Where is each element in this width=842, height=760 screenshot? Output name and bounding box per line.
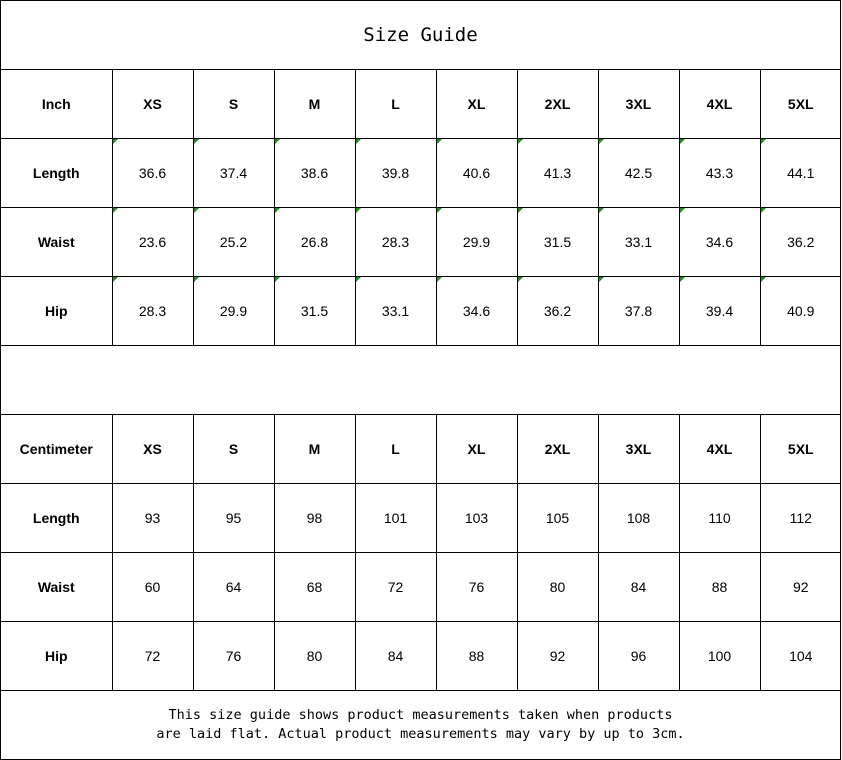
- measurement-value: 80: [306, 648, 323, 664]
- measurement-value: 80: [549, 579, 566, 595]
- measurement-value: 96: [630, 648, 647, 664]
- measurement-cell: [274, 553, 355, 622]
- cell-marker: [356, 208, 361, 213]
- measurement-cell: [193, 139, 274, 208]
- measurement-cell: [598, 139, 679, 208]
- measurement-value: 72: [144, 648, 161, 664]
- cell-marker: [599, 277, 604, 282]
- measurement-value: 28.3: [138, 303, 167, 319]
- table-row: [1, 208, 841, 277]
- measurement-value: 93: [144, 510, 161, 526]
- cell-marker: [356, 139, 361, 144]
- measurement-note: [1, 691, 840, 759]
- cell-marker: [437, 208, 442, 213]
- measurement-value: 29.9: [219, 303, 248, 319]
- measurement-label: Hip: [1, 277, 112, 346]
- measurement-cell: [193, 553, 274, 622]
- size-header-4xl: 4XL: [679, 70, 760, 139]
- cell-marker: [437, 277, 442, 282]
- cell-marker: [518, 208, 523, 213]
- measurement-cell: [355, 277, 436, 346]
- measurement-value: 104: [789, 648, 813, 664]
- unit-label: Centimeter: [1, 415, 112, 484]
- measurement-cell: [193, 484, 274, 553]
- measurement-value: 33.1: [381, 303, 410, 319]
- measurement-value: 60: [144, 579, 161, 595]
- unit-label: Inch: [1, 70, 112, 139]
- measurement-cell: [355, 622, 436, 691]
- measurement-value: 92: [549, 648, 566, 664]
- measurement-cell: [517, 277, 598, 346]
- measurement-value: 37.8: [624, 303, 653, 319]
- table-row: [1, 553, 841, 622]
- size-header-4xl: 4XL: [679, 415, 760, 484]
- measurement-cell: [112, 208, 193, 277]
- cell-marker: [437, 139, 442, 144]
- measurement-value: 101: [383, 510, 408, 526]
- measurement-value: 68: [306, 579, 323, 595]
- table-spacer: [1, 346, 840, 414]
- measurement-label: Waist: [1, 553, 112, 622]
- size-header-m: M: [274, 415, 355, 484]
- measurement-cell: [598, 277, 679, 346]
- measurement-cell: [355, 208, 436, 277]
- measurement-value: 40.9: [787, 303, 815, 319]
- measurement-value: 23.6: [138, 234, 167, 250]
- cell-marker: [113, 208, 118, 213]
- measurement-cell: [679, 484, 760, 553]
- measurement-value: 41.3: [543, 165, 572, 181]
- cell-marker: [518, 139, 523, 144]
- measurement-value: 34.6: [705, 234, 734, 250]
- size-header-l: L: [355, 70, 436, 139]
- measurement-value: 88: [468, 648, 485, 664]
- measurement-value: 100: [707, 648, 732, 664]
- size-header-3xl: 3XL: [598, 415, 679, 484]
- measurement-value: 76: [468, 579, 485, 595]
- centimeter-size-table: [1, 414, 841, 691]
- measurement-value: 110: [708, 510, 731, 526]
- measurement-cell: [598, 208, 679, 277]
- measurement-cell: [760, 553, 841, 622]
- measurement-cell: [355, 139, 436, 208]
- cell-marker: [275, 277, 280, 282]
- measurement-cell: [274, 277, 355, 346]
- measurement-value: 103: [464, 510, 489, 526]
- measurement-value: 44.1: [787, 165, 815, 181]
- cell-marker: [113, 277, 118, 282]
- size-header-3xl: 3XL: [598, 70, 679, 139]
- measurement-cell: [598, 553, 679, 622]
- measurement-cell: [112, 553, 193, 622]
- size-header-xl: XL: [436, 70, 517, 139]
- measurement-cell: [517, 484, 598, 553]
- size-header-5xl: 5XL: [760, 415, 841, 484]
- measurement-cell: [193, 622, 274, 691]
- inch-size-table: [1, 69, 841, 346]
- measurement-value: 28.3: [381, 234, 410, 250]
- cell-marker: [599, 208, 604, 213]
- measurement-value: 76: [225, 648, 242, 664]
- measurement-cell: [760, 484, 841, 553]
- measurement-value: 31.5: [300, 303, 329, 319]
- measurement-cell: [112, 139, 193, 208]
- measurement-cell: [112, 277, 193, 346]
- cell-marker: [680, 208, 685, 213]
- measurement-value: 37.4: [219, 165, 248, 181]
- measurement-cell: [274, 622, 355, 691]
- measurement-cell: [679, 553, 760, 622]
- measurement-cell: [760, 208, 841, 277]
- measurement-cell: [355, 484, 436, 553]
- measurement-value: 40.6: [462, 165, 491, 181]
- measurement-value: 29.9: [462, 234, 491, 250]
- cell-marker: [680, 277, 685, 282]
- cell-marker: [761, 139, 766, 144]
- measurement-value: 108: [626, 510, 651, 526]
- cell-marker: [194, 277, 199, 282]
- measurement-cell: [112, 484, 193, 553]
- measurement-cell: [679, 139, 760, 208]
- size-guide-title: Size Guide: [1, 1, 840, 70]
- measurement-value: 72: [387, 579, 404, 595]
- measurement-note-line-2: are laid flat. Actual product measurements may vary by up to 3cm.: [156, 726, 685, 742]
- size-header-xl: XL: [436, 415, 517, 484]
- cell-marker: [761, 277, 766, 282]
- measurement-cell: [760, 277, 841, 346]
- header-row: [1, 70, 841, 139]
- measurement-cell: [679, 277, 760, 346]
- table-row: [1, 277, 841, 346]
- measurement-cell: [517, 553, 598, 622]
- measurement-note-line-1: This size guide shows product measurements taken when products: [168, 707, 673, 723]
- measurement-cell: [517, 622, 598, 691]
- measurement-value: 95: [225, 510, 242, 526]
- size-header-5xl: 5XL: [760, 70, 841, 139]
- table-row: [1, 622, 841, 691]
- measurement-cell: [436, 622, 517, 691]
- measurement-value: 33.1: [624, 234, 653, 250]
- cell-marker: [275, 208, 280, 213]
- size-header-m: M: [274, 70, 355, 139]
- measurement-value: 39.8: [381, 165, 410, 181]
- measurement-value: 25.2: [219, 234, 248, 250]
- measurement-cell: [436, 277, 517, 346]
- measurement-cell: [598, 622, 679, 691]
- size-header-s: S: [193, 70, 274, 139]
- table-row: [1, 139, 841, 208]
- header-row: [1, 415, 841, 484]
- cell-marker: [113, 139, 118, 144]
- size-header-xs: XS: [112, 415, 193, 484]
- measurement-value: 36.2: [543, 303, 572, 319]
- measurement-value: 64: [225, 579, 242, 595]
- cell-marker: [356, 277, 361, 282]
- measurement-value: 98: [306, 510, 323, 526]
- measurement-value: 92: [792, 579, 809, 595]
- cell-marker: [761, 208, 766, 213]
- size-header-xs: XS: [112, 70, 193, 139]
- measurement-value: 26.8: [300, 234, 329, 250]
- measurement-cell: [355, 553, 436, 622]
- measurement-label: Hip: [1, 622, 112, 691]
- measurement-cell: [436, 484, 517, 553]
- cell-marker: [518, 277, 523, 282]
- table-row: [1, 484, 841, 553]
- measurement-value: 105: [545, 510, 570, 526]
- measurement-label: Length: [1, 139, 112, 208]
- size-header-2xl: 2XL: [517, 415, 598, 484]
- measurement-value: 112: [789, 510, 812, 526]
- measurement-value: 84: [630, 579, 647, 595]
- size-header-2xl: 2XL: [517, 70, 598, 139]
- measurement-value: 36.2: [787, 234, 815, 250]
- measurement-cell: [760, 139, 841, 208]
- cell-marker: [599, 139, 604, 144]
- cell-marker: [194, 139, 199, 144]
- measurement-cell: [598, 484, 679, 553]
- measurement-cell: [112, 622, 193, 691]
- measurement-cell: [517, 208, 598, 277]
- measurement-value: 34.6: [462, 303, 491, 319]
- measurement-cell: [193, 208, 274, 277]
- size-header-s: S: [193, 415, 274, 484]
- measurement-cell: [436, 553, 517, 622]
- cell-marker: [680, 139, 685, 144]
- size-header-l: L: [355, 415, 436, 484]
- measurement-cell: [193, 277, 274, 346]
- measurement-value: 43.3: [705, 165, 734, 181]
- cell-marker: [194, 208, 199, 213]
- measurement-cell: [274, 208, 355, 277]
- measurement-cell: [679, 208, 760, 277]
- measurement-value: 42.5: [624, 165, 653, 181]
- measurement-value: 88: [711, 579, 728, 595]
- measurement-cell: [436, 208, 517, 277]
- measurement-value: 38.6: [300, 165, 329, 181]
- measurement-cell: [436, 139, 517, 208]
- cell-marker: [275, 139, 280, 144]
- measurement-value: 36.6: [138, 165, 167, 181]
- measurement-cell: [760, 622, 841, 691]
- measurement-cell: [274, 139, 355, 208]
- measurement-cell: [517, 139, 598, 208]
- measurement-cell: [679, 622, 760, 691]
- measurement-value: 31.5: [543, 234, 572, 250]
- measurement-cell: [274, 484, 355, 553]
- measurement-value: 39.4: [705, 303, 734, 319]
- measurement-label: Waist: [1, 208, 112, 277]
- measurement-value: 84: [387, 648, 404, 664]
- measurement-label: Length: [1, 484, 112, 553]
